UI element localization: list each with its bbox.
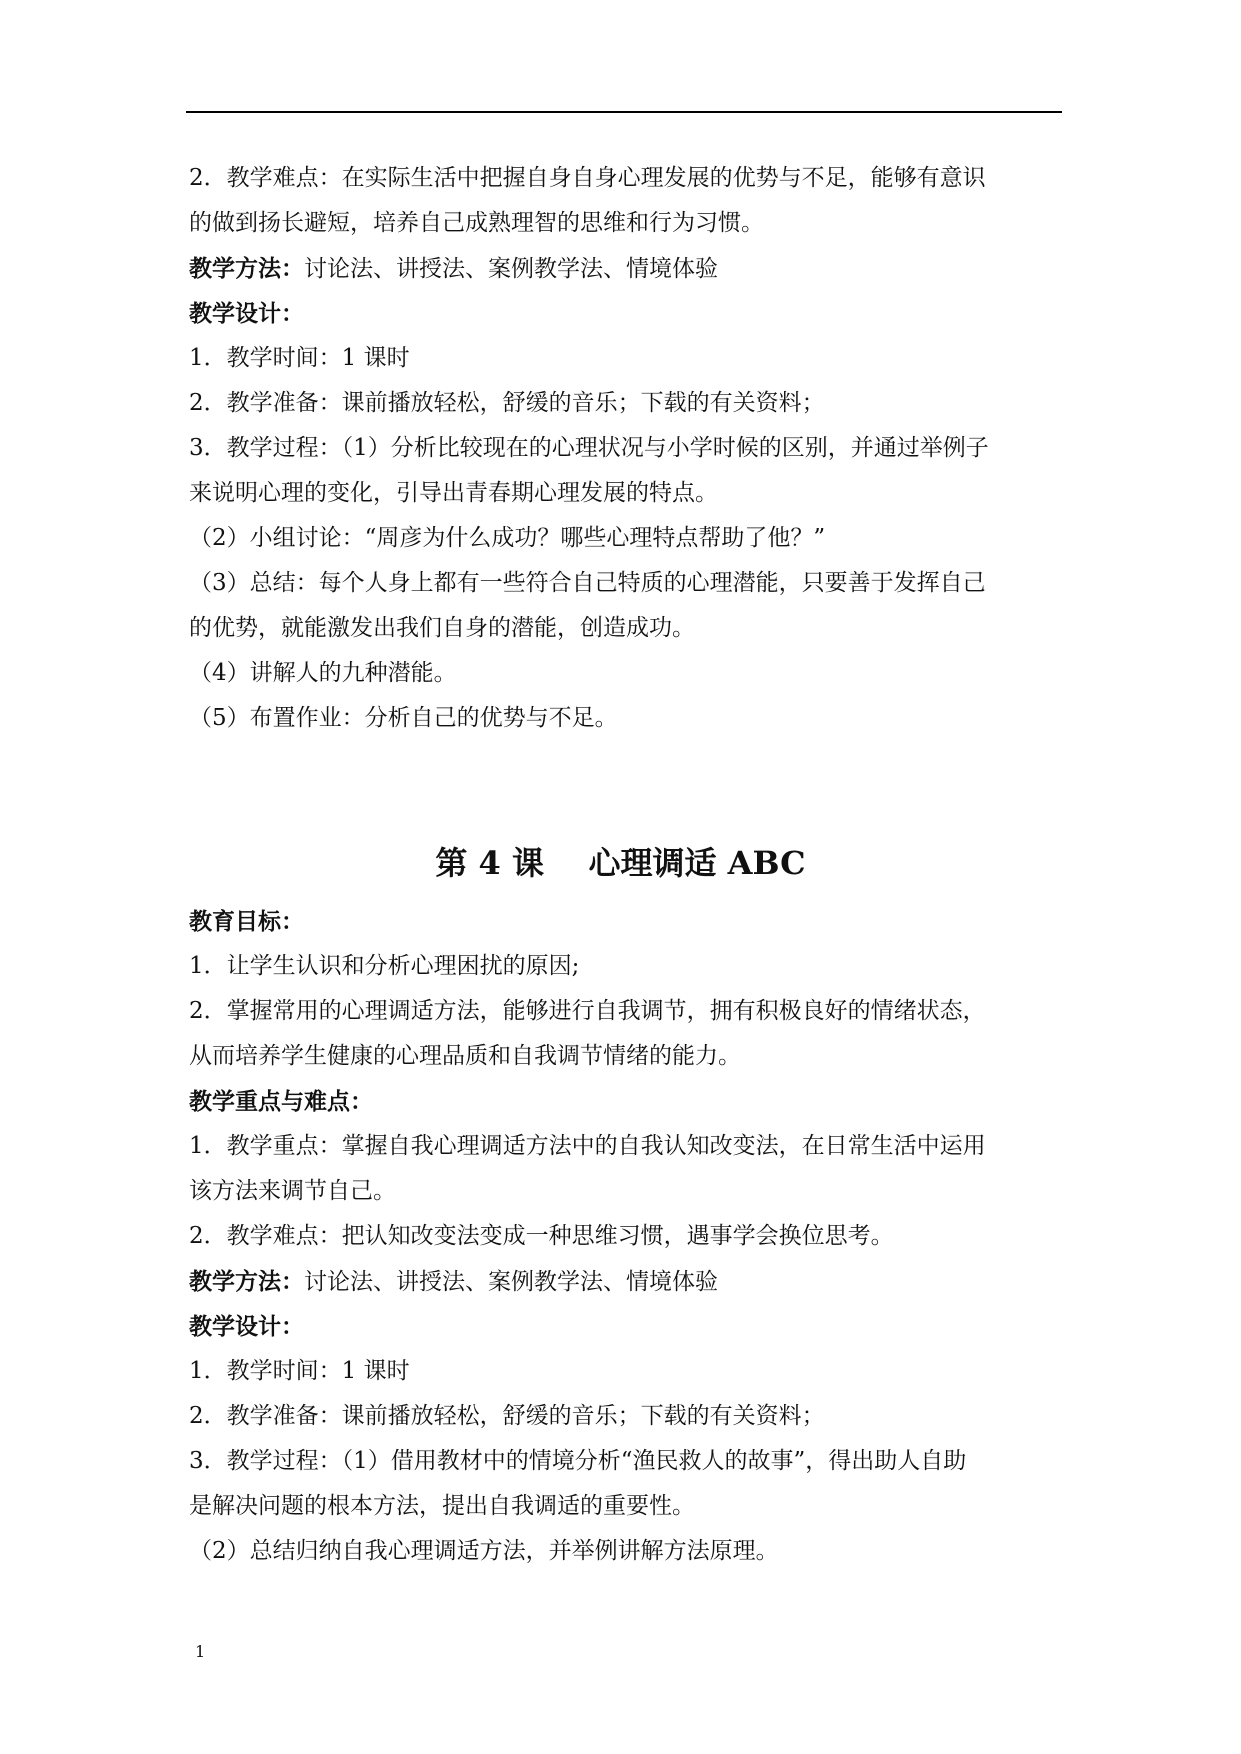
design-heading: 教学设计： [189, 1313, 304, 1340]
text-line: 3．教学过程：（1）借用教材中的情境分析“渔民救人的故事”，得出助人自助 [189, 1448, 967, 1474]
top-content [189, 156, 1057, 741]
text-line: 从而培养学生健康的心理品质和自我调节情绪的能力。 [189, 1043, 741, 1069]
text-line: 的优势，就能激发出我们自身的潜能，创造成功。 [189, 615, 695, 641]
text-line: 的做到扬长避短，培养自己成熟理智的思维和行为习惯。 [189, 210, 764, 236]
method-text: 讨论法、讲授法、案例教学法、情境体验 [304, 256, 718, 282]
method-label: 教学方法： [189, 255, 304, 282]
text-line: 1．教学时间：1 课时 [189, 345, 410, 371]
text-line: 2．掌握常用的心理调适方法，能够进行自我调节，拥有积极良好的情绪状态， [189, 998, 986, 1024]
text-line: 该方法来调节自己。 [189, 1178, 396, 1204]
text-line: 1．让学生认识和分析心理困扰的原因; [189, 953, 580, 979]
text-line: 1．教学重点：掌握自我心理调适方法中的自我认知改变法，在日常生活中运用 [189, 1133, 986, 1159]
method-text: 讨论法、讲授法、案例教学法、情境体验 [304, 1269, 718, 1295]
text-line: （2）总结归纳自我心理调适方法，并举例讲解方法原理。 [189, 1538, 779, 1564]
method-label: 教学方法： [189, 1268, 304, 1295]
text-line: （2）小组讨论：“周彦为什么成功？哪些心理特点帮助了他？” [189, 525, 826, 551]
design-heading: 教学设计： [189, 300, 304, 327]
section-title: 第 4 课 心理调适 ABC [435, 844, 806, 882]
focus-heading: 教学重点与难点： [189, 1088, 373, 1115]
method-line [189, 246, 1057, 291]
text-line: 2．教学难点：把认知改变法变成一种思维习惯，遇事学会换位思考。 [189, 1223, 894, 1249]
text-line: 是解决问题的根本方法，提出自我调适的重要性。 [189, 1493, 695, 1519]
text-line: 3．教学过程：（1）分析比较现在的心理状况与小学时候的区别，并通过举例子 [189, 435, 989, 461]
bottom-content [189, 899, 1057, 1574]
text-line: 2．教学准备：课前播放轻松，舒缓的音乐；下载的有关资料； [189, 390, 825, 416]
text-line: （3）总结：每个人身上都有一些符合自己特质的心理潜能，只要善于发挥自己 [189, 570, 986, 596]
text-line: （4）讲解人的九种潜能。 [189, 660, 457, 686]
text-line: 2．教学准备：课前播放轻松，舒缓的音乐；下载的有关资料； [189, 1403, 825, 1429]
header-rule [186, 111, 1062, 113]
method-line [189, 1259, 1057, 1304]
text-line: （5）布置作业：分析自己的优势与不足。 [189, 705, 618, 731]
text-line: 来说明心理的变化，引导出青春期心理发展的特点。 [189, 480, 718, 506]
goals-heading: 教育目标： [189, 908, 304, 935]
text-line: 2．教学难点：在实际生活中把握自身自身心理发展的优势与不足，能够有意识 [189, 165, 986, 191]
text-line: 1．教学时间：1 课时 [189, 1358, 410, 1384]
page-number: 1 [195, 1642, 206, 1661]
